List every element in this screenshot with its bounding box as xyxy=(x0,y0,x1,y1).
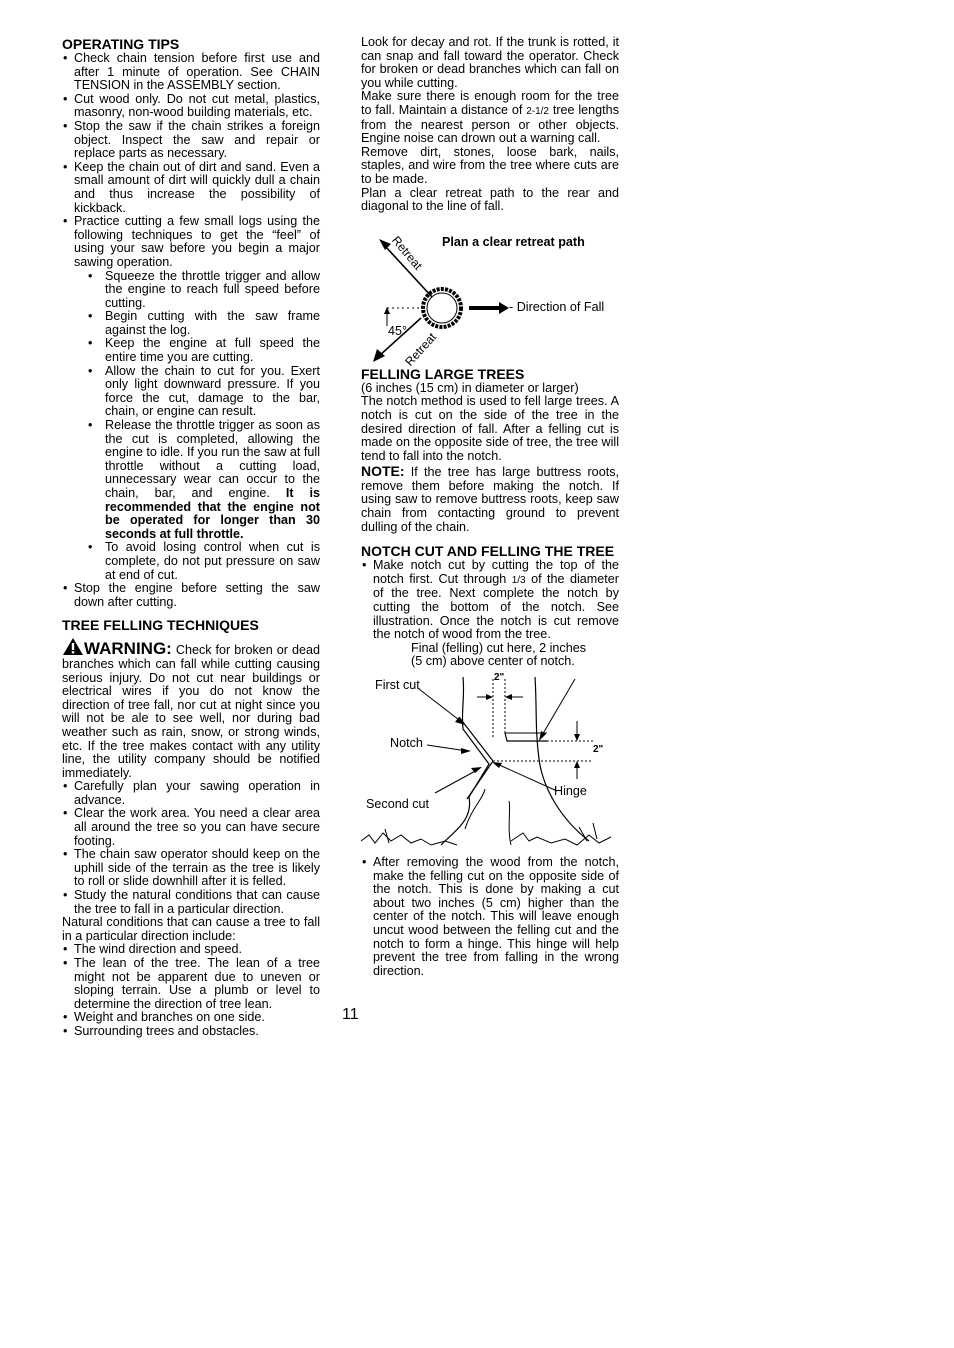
hinge-label: Hinge xyxy=(554,784,587,798)
notch-diagram xyxy=(361,669,619,856)
notch-list xyxy=(361,559,619,642)
operating-tips-list xyxy=(62,52,320,609)
sub-list-item-text: Release the throttle trigger as soon as the cut is completed, allowing the engine to idle. If you run the saw at full throttle without a cutting load, unnecessary wear can occur to the chain, bar, and engine. xyxy=(105,418,320,500)
felling-list xyxy=(62,780,320,916)
sub-list xyxy=(74,270,320,583)
list-item: • Cut wood only. Do not cut metal, plastics, masonry, non-wood building materials, etc. xyxy=(62,93,320,120)
list-item: • The lean of the tree. The lean of a tree might not be apparent due to uneven or sloping terrain. Use a plumb or level to determine the direction of tree lean. xyxy=(62,957,320,1011)
retreat-paragraph: Plan a clear retreat path to the rear and diagonal to the line of fall. xyxy=(361,185,619,214)
sub-list-item: • Keep the engine at full speed the entire time you are cutting. xyxy=(74,337,320,364)
notch-fraction: 1/3 xyxy=(511,574,526,586)
sub-list-item: • Begin cutting with the saw frame against the log. xyxy=(74,310,320,337)
notch-text-a: Make notch cut by cutting the top of the notch first. Cut through xyxy=(373,558,619,586)
sub-list-item: • Allow the chain to cut for you. Exert only light downward pressure. If you force the cut, damage to the bar, chain, or engine can result. xyxy=(74,365,320,419)
notch-diagram-art xyxy=(361,669,619,856)
list-item: • Surrounding trees and obstacles. xyxy=(62,1025,320,1039)
sub-list-item xyxy=(74,419,320,541)
operating-tips-heading: OPERATING TIPS xyxy=(62,36,180,52)
sub-list-item: • Squeeze the throttle trigger and allow the engine to reach full speed before cutting. xyxy=(74,270,320,311)
list-item: • Check chain tension before first use and after 1 minute of operation. See CHAIN TENSION in the ASSEMBLY section. xyxy=(62,52,320,93)
felling-cut-list xyxy=(361,856,619,978)
notch-method-paragraph: The notch method is used to fell large trees. A notch is cut on the side of the tree in the desired direction of fall. After a felling cut is made on the opposite side of tree, the tree will tend to fall into the notch. xyxy=(361,394,619,463)
room-text-a: Make sure there is enough room for the tree to fall. Maintain a distance of xyxy=(361,89,619,117)
side-dimension-label: 2" xyxy=(593,744,604,755)
notch-label: Notch xyxy=(390,736,423,750)
right-column xyxy=(361,36,619,978)
first-cut-label: First cut xyxy=(375,678,420,692)
room-fraction: 2-1/2 xyxy=(526,105,549,117)
note-text: If the tree has large buttress roots, remove them before making the notch. If using saw to remove buttress roots, keep saw chain from contacting ground to prevent dulling of the chain. xyxy=(361,465,619,534)
list-item: • Carefully plan your sawing operation in advance. xyxy=(62,780,320,807)
warning-triangle-icon xyxy=(62,637,84,656)
list-item: • The chain saw operator should keep on the uphill side of the terrain as the tree is likely to roll or slide downhill after it is felled. xyxy=(62,848,320,889)
retreat-diagram-title: Plan a clear retreat path xyxy=(442,234,585,249)
angle-label: 45° xyxy=(388,323,408,338)
notch-text-b: of the diameter of the tree. Next complete the notch by cutting the bottom of the notch. See illustration. Once the notch is cut remove the notch of wood from the tree. xyxy=(373,571,619,642)
retreat-diagram xyxy=(361,214,619,369)
bold-warning-sentence: It is recommended that the engine not be operated for longer than 30 seconds at full throttle. xyxy=(105,486,320,541)
warning-paragraph xyxy=(62,637,320,780)
list-item: • Stop the saw if the chain strikes a foreign object. Inspect the saw and repair or replace parts as necessary. xyxy=(62,120,320,161)
list-item-text: Practice cutting a few small logs using the following techniques to get the “feel” of using your saw before you begin a major sawing operation. xyxy=(74,214,320,269)
list-item xyxy=(62,215,320,582)
room-text-b: tree lengths from the nearest person or other objects. Engine noise can drown out a warning call. xyxy=(361,102,619,146)
note-label: NOTE: xyxy=(361,463,405,480)
list-item: • After removing the wood from the notch, make the felling cut on the opposite side of the notch. This is done by making a cut about two inches (5 cm) higher than the center of the notch. This will leave enough uncut wood between the felling cut and the notch to form a hinge. This hinge will help prevent the tree from falling in the wrong direction. xyxy=(361,856,619,978)
list-item: • Clear the work area. You need a clear area all around the tree so you can have secure footing. xyxy=(62,807,320,848)
list-item: • The wind direction and speed. xyxy=(62,943,320,957)
warning-label: WARNING: xyxy=(84,639,172,659)
warning-text: Check for broken or dead branches which can fall while cutting causing serious injury. Do not cut near buildings or electrical wires if you do not know the direction of tree fall, nor cut at night since you will not be ale to see well, nor during bad weather such as rain, snow, or strong winds, etc. If the tree makes contact with any utility line, the utility company should be notified immediately. xyxy=(62,643,320,780)
conditions-list xyxy=(62,943,320,1038)
conditions-intro: Natural conditions that can cause a tree to fall in a particular direction include: xyxy=(62,915,320,943)
list-item: • Stop the engine before setting the saw down after cutting. xyxy=(62,582,320,609)
top-dimension-label: 2" xyxy=(494,672,505,683)
size-note: (6 inches (15 cm) in diameter or larger) xyxy=(361,380,579,395)
retreat-lower-label: Retreat xyxy=(402,329,439,369)
note-paragraph xyxy=(361,465,619,534)
direction-of-fall-label: - Direction of Fall xyxy=(509,299,605,314)
notch-heading: NOTCH CUT AND FELLING THE TREE xyxy=(361,543,615,560)
felling-cut-caption-1: Final (felling) cut here, 2 inches xyxy=(411,640,586,655)
second-cut-label: Second cut xyxy=(366,797,430,811)
left-column xyxy=(62,36,320,1039)
tree-felling-heading: TREE FELLING TECHNIQUES xyxy=(62,617,259,634)
felling-cut-caption-2: (5 cm) above center of notch. xyxy=(411,654,575,669)
retreat-upper-label: Retreat xyxy=(389,233,426,273)
list-item: • Weight and branches on one side. xyxy=(62,1011,320,1025)
room-paragraph xyxy=(361,90,619,145)
decay-paragraph: Look for decay and rot. If the trunk is rotted, it can snap and fall toward the operator. Check for broken or dead branches which can fall on you while cutting. xyxy=(361,35,619,90)
page-number: 11 xyxy=(342,1006,359,1023)
list-item: • Study the natural conditions that can cause the tree to fall in a particular direction. xyxy=(62,889,320,916)
remove-dirt-paragraph: Remove dirt, stones, loose bark, nails, staples, and wire from the tree where cuts are to be made. xyxy=(361,144,619,186)
felling-large-heading: FELLING LARGE TREES xyxy=(361,365,525,382)
list-item xyxy=(361,559,619,642)
list-item: • Keep the chain out of dirt and sand. Even a small amount of dirt will quickly dull a chain and thus increase the possibility of kickback. xyxy=(62,161,320,215)
sub-list-item: • To avoid losing control when cut is complete, do not put pressure on saw at end of cut. xyxy=(74,541,320,582)
